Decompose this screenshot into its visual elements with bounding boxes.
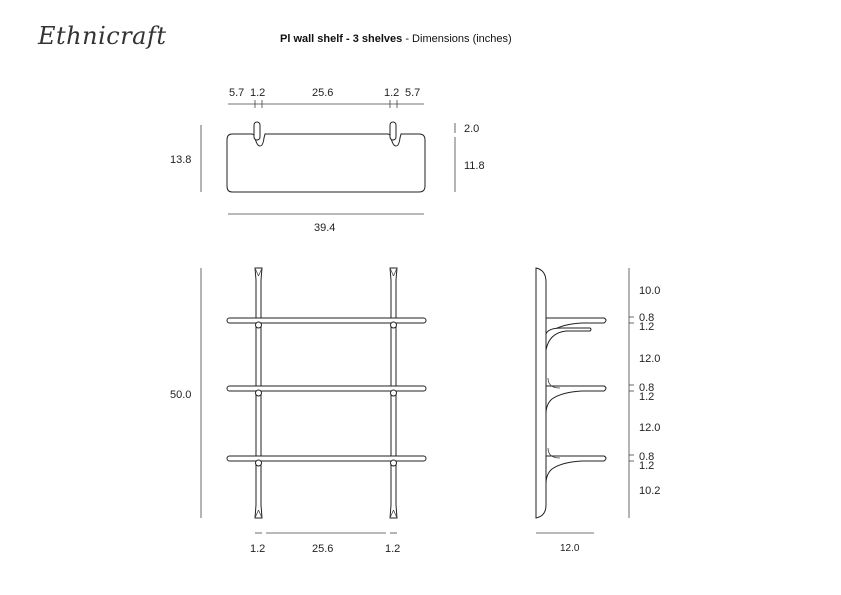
dim-11-8: 11.8 [464,160,485,172]
dim-25-6-top: 25.6 [312,87,334,99]
pin-right-2 [391,390,397,396]
side-view [536,268,660,554]
dim-0-8-c: 0.8 [639,451,655,463]
dim-5-7-left: 5.7 [229,87,245,99]
pin-right-3 [391,460,397,466]
title-subtitle: - Dimensions (inches) [402,33,512,45]
pin-left-2 [256,390,262,396]
dim-0-8-b: 0.8 [639,382,655,394]
dim-12-0-b: 12.0 [639,422,661,434]
top-view [170,87,485,234]
rail-left-top [254,122,260,140]
dim-12-0-a: 12.0 [639,353,661,365]
rail-side-profile [536,268,546,518]
pin-left-1 [256,322,262,328]
front-view [170,268,426,555]
dim-13-8: 13.8 [170,154,192,166]
shelf-top-outline [227,134,425,192]
dim-1-2-a: 1.2 [639,321,655,333]
rail-right-top [390,122,396,140]
title-product: Pl wall shelf - 3 shelves [280,33,403,45]
dim-12-0-depth: 12.0 [560,543,580,554]
dim-10-2: 10.2 [639,485,661,497]
dim-50-0: 50.0 [170,389,192,401]
dim-10-0: 10.0 [639,285,661,297]
dim-2-0: 2.0 [464,123,480,135]
dim-1-2-c: 1.2 [639,460,655,472]
dim-1-2-left: 1.2 [250,87,266,99]
bracket-3 [546,456,606,484]
pin-left-3 [256,460,262,466]
bracket-1-lower [546,328,591,350]
brand-logo: Ethnicraft [38,22,167,50]
dim-5-7-right: 5.7 [405,87,421,99]
pin-right-1 [391,322,397,328]
dim-1-2-bottom-right: 1.2 [385,543,401,555]
dim-25-6-bottom: 25.6 [312,543,334,555]
dim-1-2-b: 1.2 [639,391,655,403]
dim-1-2-bottom-left: 1.2 [250,543,266,555]
dim-1-2-right: 1.2 [384,87,400,99]
dim-39-4: 39.4 [314,222,336,234]
dim-0-8-a: 0.8 [639,312,655,324]
bracket-2 [546,386,606,414]
